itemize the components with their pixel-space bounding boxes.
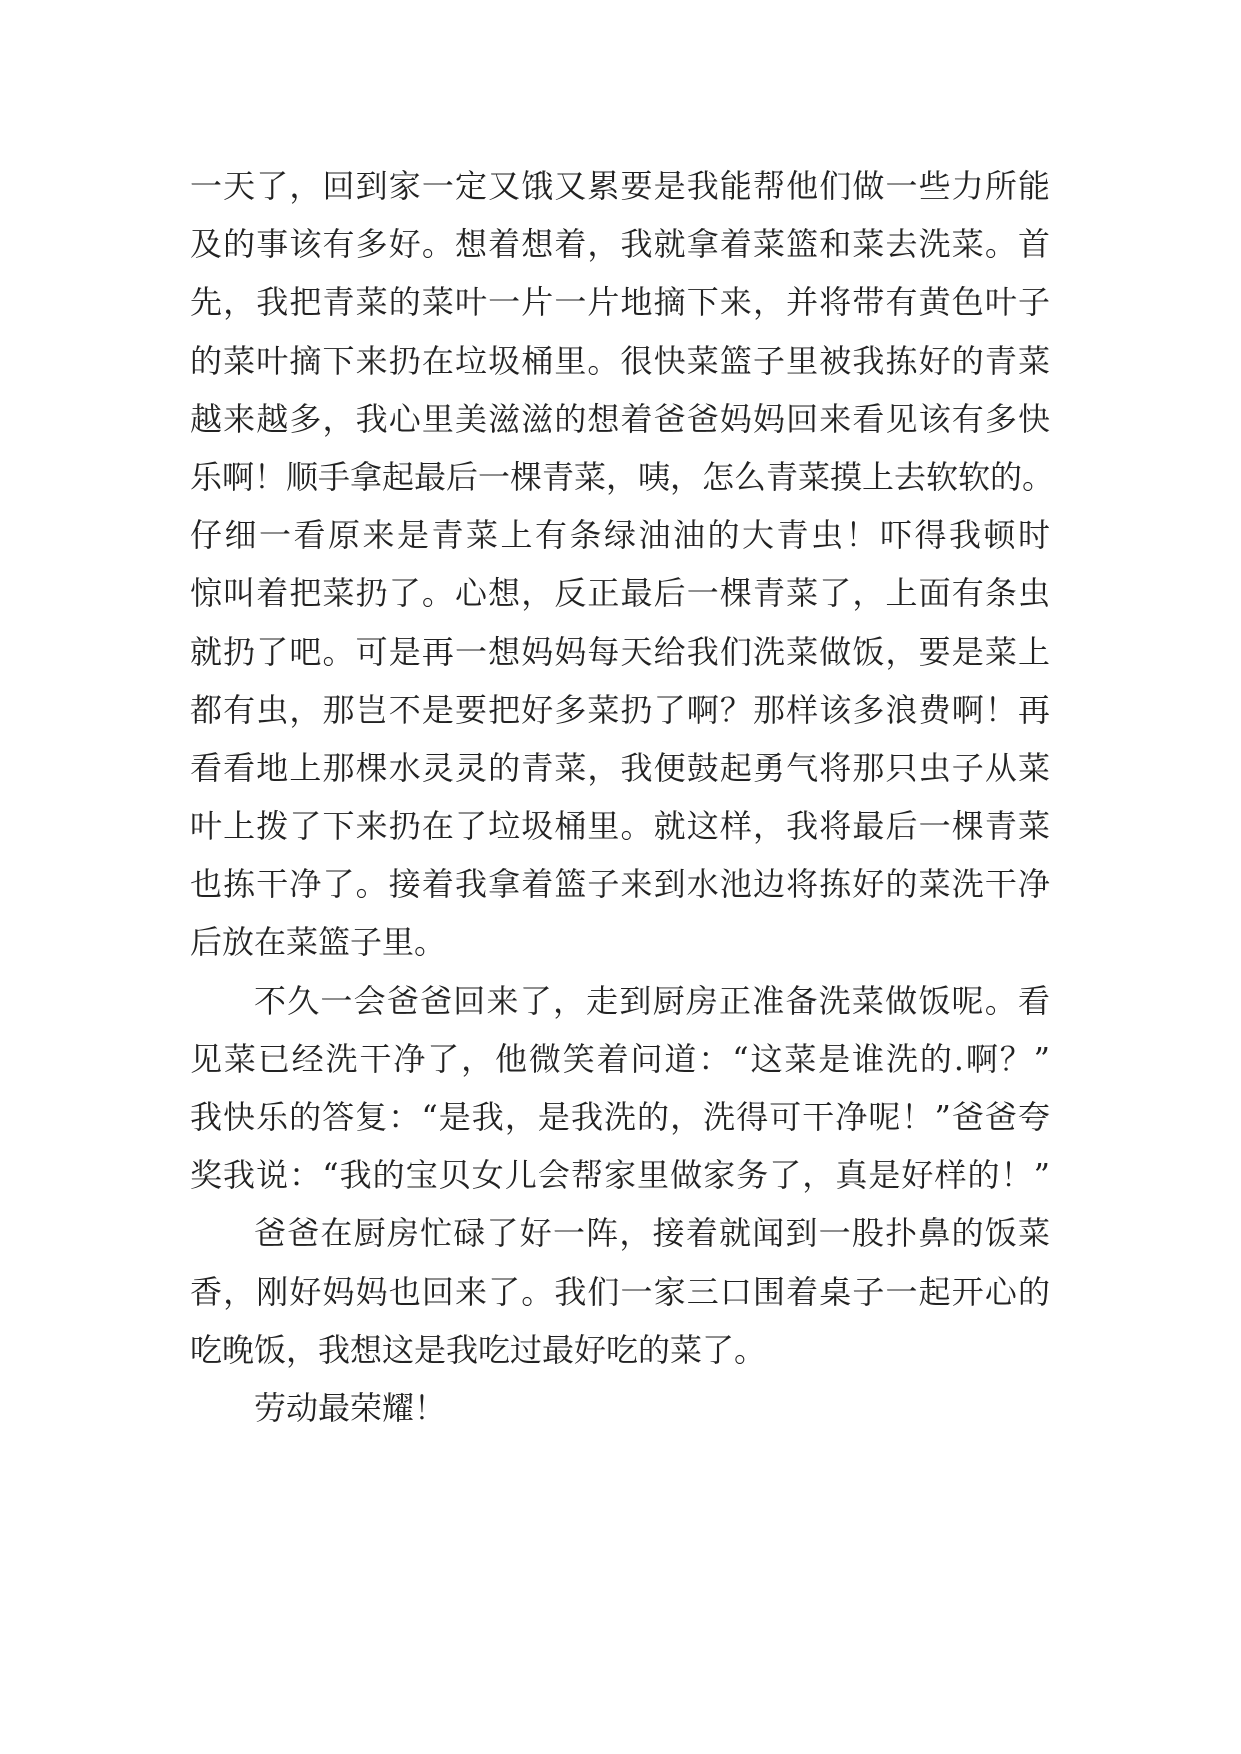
- text-line: 吃晚饭，我想这是我吃过最好吃的菜了。: [190, 1330, 767, 1369]
- text-line: 越来越多，我心里美滋滋的想着爸爸妈妈回来看见该有多快: [190, 399, 1050, 438]
- text-line: 惊叫着把菜扔了。心想，反正最后一棵青菜了，上面有条虫: [190, 574, 1050, 613]
- paragraph-2: [190, 972, 1050, 1205]
- text-line: 仔细一看原来是青菜上有条绿油油的大青虫！吓得我顿时: [190, 516, 1050, 555]
- body-text: [190, 157, 1055, 1437]
- text-line: 一天了，回到家一定又饿又累要是我能帮他们做一些力所能: [190, 167, 1050, 205]
- text-line: 香，刚好妈妈也回来了。我们一家三口围着桌子一起开心的: [190, 1272, 1050, 1311]
- text-line: 就扔了吧。可是再一想妈妈每天给我们洗菜做饭，要是菜上: [190, 632, 1050, 671]
- text-line: 的菜叶摘下来扔在垃圾桶里。很快菜篮子里被我拣好的青菜: [190, 341, 1050, 380]
- text-line: 先，我把青菜的菜叶一片一片地摘下来，并将带有黄色叶子: [190, 283, 1050, 322]
- paragraph-1: [190, 157, 1055, 972]
- text-line: 也拣干净了。接着我拿着篮子来到水池边将拣好的菜洗干净: [190, 865, 1050, 904]
- text-line: 见菜已经洗干净了，他微笑着问道：“这菜是谁洗的.啊？”: [190, 1039, 1050, 1078]
- text-line: 不久一会爸爸回来了，走到厨房正准备洗菜做饭呢。看: [254, 981, 1050, 1020]
- text-line: 后放在菜篮子里。: [190, 923, 447, 962]
- paragraph-4: [190, 1379, 1050, 1437]
- text-line: 及的事该有多好。想着想着，我就拿着菜篮和菜去洗菜。首: [190, 225, 1050, 264]
- text-line: 乐啊！顺手拿起最后一棵青菜，咦，怎么青菜摸上去软软的。: [190, 457, 1055, 496]
- paragraph-3: [190, 1204, 1050, 1379]
- text-line: 奖我说：“我的宝贝女儿会帮家里做家务了，真是好样的！”: [190, 1156, 1050, 1195]
- closing-line: 劳动最荣耀！: [254, 1388, 447, 1427]
- text-line: 叶上拨了下来扔在了垃圾桶里。就这样，我将最后一棵青菜: [190, 807, 1050, 846]
- text-line: 都有虫，那岂不是要把好多菜扔了啊？那样该多浪费啊！再: [190, 690, 1050, 729]
- text-line: 我快乐的答复：“是我，是我洗的，洗得可干净呢！”爸爸夸: [190, 1098, 1050, 1136]
- text-line: 看看地上那棵水灵灵的青菜，我便鼓起勇气将那只虫子从菜: [190, 748, 1050, 787]
- text-line: 爸爸在厨房忙碌了好一阵，接着就闻到一股扑鼻的饭菜: [254, 1214, 1050, 1253]
